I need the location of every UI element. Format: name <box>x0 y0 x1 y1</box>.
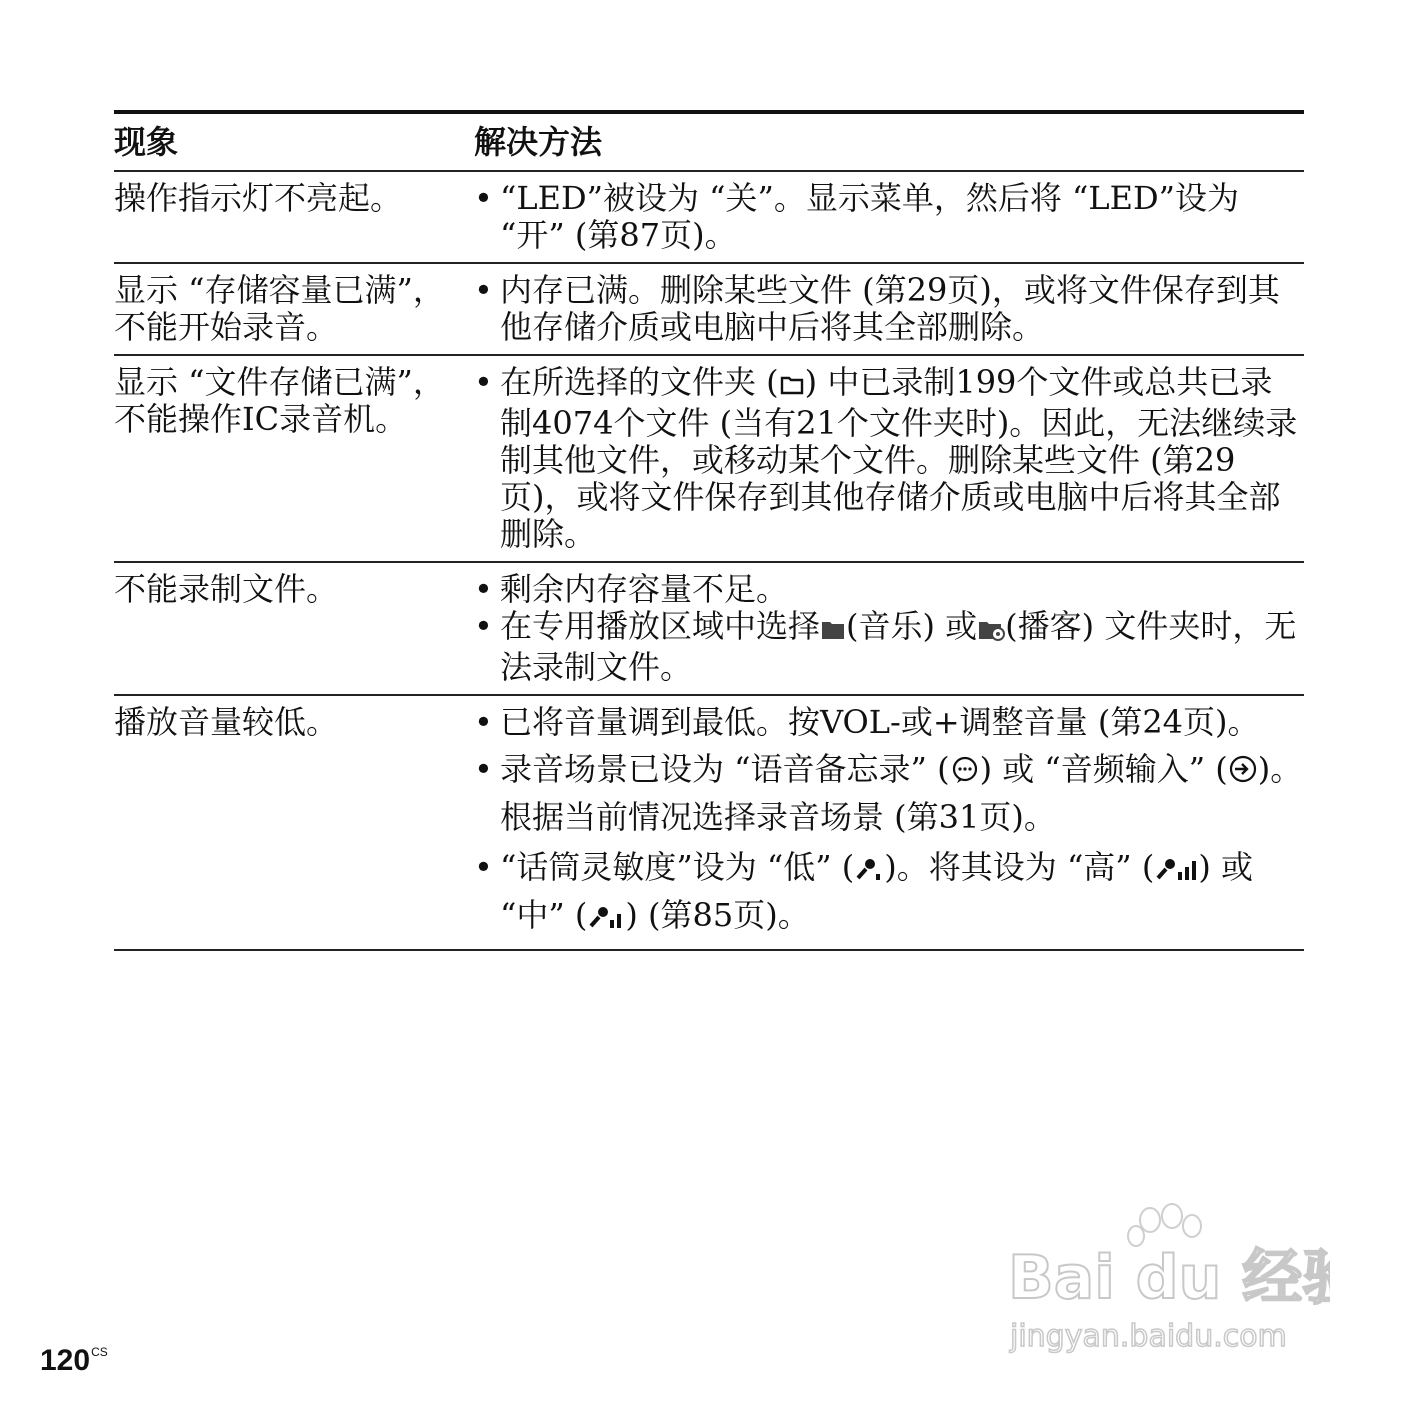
solution-text: ) (第85页)。 <box>625 896 810 934</box>
table-header <box>114 114 1304 172</box>
solution-cell <box>474 172 1304 262</box>
solution-text: (音乐) 或 <box>846 607 978 645</box>
voice-memo-icon <box>950 751 980 795</box>
solution-cell <box>474 264 1304 354</box>
watermark-brand: Bai du 经验 <box>1008 1243 1330 1313</box>
symptom-cell: 不能录制文件。 <box>114 570 339 608</box>
solution-cell <box>474 696 1304 949</box>
solution-text: (播客) 文件夹时，无法录制文件。 <box>500 607 1297 686</box>
solution-text: “话筒灵敏度”设为 “低” ( <box>500 848 855 886</box>
mic-medium-icon <box>587 897 625 941</box>
solution-cell <box>474 563 1304 694</box>
page-number-value: 120 <box>40 1344 91 1377</box>
solution-text: 录音场景已设为 “语音备忘录” ( <box>500 750 950 788</box>
symptom-cell: 显示 “存储容量已满”，不能开始录音。 <box>114 271 445 346</box>
troubleshooting-table <box>114 110 1304 951</box>
solution-text: 剩余内存容量不足。 <box>500 570 789 608</box>
audio-input-icon <box>1228 751 1258 795</box>
table-row <box>114 696 1304 951</box>
page-number <box>40 1344 108 1378</box>
paw-icon <box>1128 1204 1201 1246</box>
solution-text: ) 中已录制199个文件或总共已录制4074个文件 (当有21个文件夹时)。因此，无法继续录制其他文件，或移动某个文件。删除某些文件 (第29页)，或将文件保存到其他存储介质或电脑中后将其全部删除。 <box>500 363 1298 553</box>
solution-item <box>474 272 1304 346</box>
symptom-cell: 显示 “文件存储已满”，不能操作IC录音机。 <box>114 363 445 438</box>
solution-item <box>474 180 1304 254</box>
solution-text: )。根据当前情况选择录音场景 (第31页)。 <box>500 750 1303 836</box>
solution-text: )。将其设为 “高” ( <box>884 848 1155 886</box>
solution-text: ) 或 “中” ( <box>500 848 1253 934</box>
header-symptom: 现象 <box>114 123 179 161</box>
solution-text: 内存已满。删除某些文件 (第29页)，或将文件保存到其他存储介质或电脑中后将其全部删除。 <box>500 271 1280 346</box>
music-folder-icon <box>820 612 846 649</box>
table-row <box>114 356 1304 563</box>
watermark-url: jingyan.baidu.com <box>1010 1319 1287 1354</box>
solution-text: ) 或 “音频输入” ( <box>979 750 1228 788</box>
solution-text: “LED”被设为 “关”。显示菜单，然后将 “LED”设为 “开” (第87页)。 <box>500 179 1240 254</box>
podcast-folder-icon <box>977 612 1005 649</box>
mic-low-icon <box>854 849 884 893</box>
table-row <box>114 563 1304 696</box>
header-solution: 解决方法 <box>474 123 603 161</box>
page-number-suffix: CS <box>91 1345 108 1359</box>
table-row <box>114 172 1304 264</box>
solution-text: 在所选择的文件夹 ( <box>500 363 779 401</box>
solution-item <box>474 571 1304 608</box>
solution-text: 在专用播放区域中选择 <box>500 607 821 645</box>
symptom-cell: 播放音量较低。 <box>114 703 339 741</box>
folder-icon <box>779 368 805 405</box>
solution-cell <box>474 356 1304 561</box>
mic-high-icon <box>1154 849 1198 893</box>
solution-item <box>474 747 1304 839</box>
solution-text: 已将音量调到最低。按VOL-或+调整音量 (第24页)。 <box>500 703 1260 741</box>
table-row <box>114 264 1304 356</box>
watermark <box>1000 1200 1330 1370</box>
solution-item <box>474 364 1304 553</box>
solution-item <box>474 845 1304 941</box>
solution-item <box>474 704 1304 741</box>
symptom-cell: 操作指示灯不亮起。 <box>114 179 403 217</box>
solution-item <box>474 608 1304 686</box>
